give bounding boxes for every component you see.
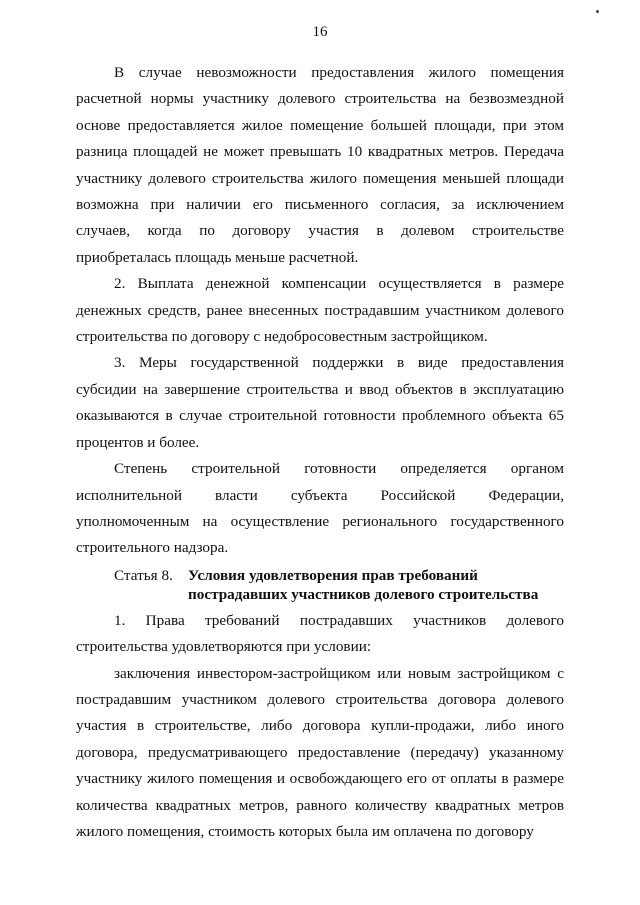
scan-speck (596, 10, 599, 13)
paragraph-claims-conditions: 1. Права требований пострадавших участников долевого строительства удовлетворяются при условии: (76, 611, 564, 656)
paragraph-housing-area: В случае невозможности предоставления жилого помещения расчетной нормы участнику долевого строительства на безвозмездной основе предоставляется жилое помещение большей площади, при этом разница площадей не может превышать 10 квадратных метров. Передача участнику долевого строительства жилого помещения меньшей площади возможна при наличии его письменного согласия, за исключением случаев, когда по договору участия в долевом строительстве приобреталась площадь меньше расчетной. (76, 64, 564, 266)
document-body (76, 60, 564, 845)
paragraph-compensation: 2. Выплата денежной компенсации осуществляется в размере денежных средств, ранее внесенных пострадавшим участником долевого строительства по договору с недобросовестным застройщиком. (76, 275, 564, 346)
article-label: Статья 8. (114, 566, 173, 584)
article-title: Условия удовлетворения прав требований пострадавших участников долевого строительства (188, 566, 539, 603)
paragraph-state-support: 3. Меры государственной поддержки в виде предоставления субсидии на завершение строительства и ввод объектов в эксплуатацию оказываются в случае строительной готовности проблемного объекта 65 процентов и более. (76, 354, 564, 451)
paragraph-contract-conclusion: заключения инвестором-застройщиком или новым застройщиком с пострадавшим участником долевого строительства договора долевого участия в строительстве, либо договора купли-продажи, либо иного договора, предусматривающего предоставление (передачу) указанному участнику жилого помещения и освобождающего его от оплаты в размере количества квадратных метров, равного количеству квадратных метров жилого помещения, стоимость которых была им оплачена по договору (76, 664, 564, 840)
paragraph-readiness: Степень строительной готовности определяется органом исполнительной власти субъекта Российской Федерации, уполномоченным на осуществление регионального государственного строительного надзора. (76, 460, 564, 557)
article-heading (76, 566, 564, 604)
page-number: 16 (312, 24, 328, 40)
